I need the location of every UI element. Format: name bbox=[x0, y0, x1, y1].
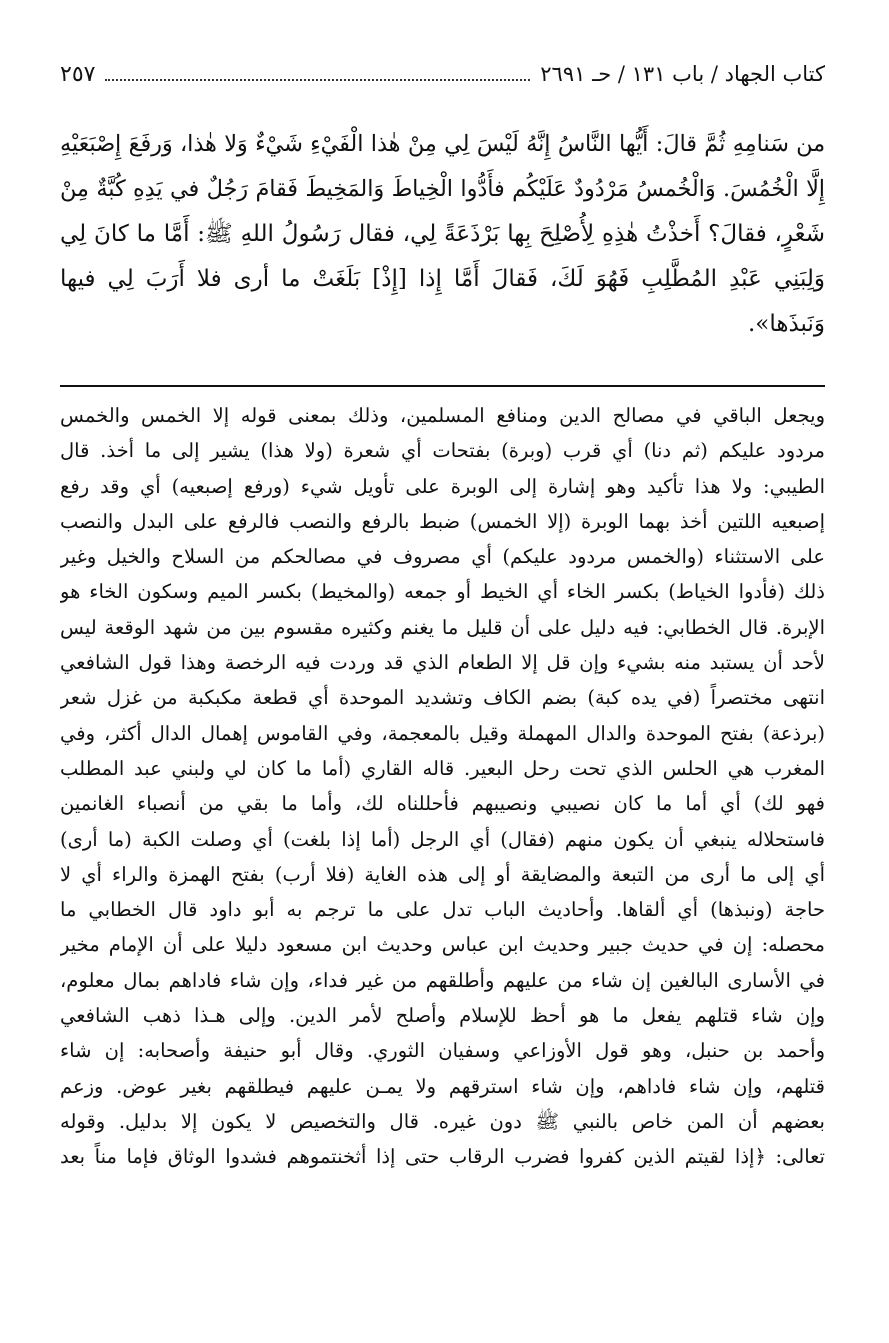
commentary-line: لأحد أن يستبد منه بشيء وإن قل إلا الطعام الذي قد وردت فيه الرخصة وهذا قول الشافعي bbox=[60, 651, 825, 675]
separator-rule bbox=[60, 385, 825, 387]
commentary-line: الإبرة. قال الخطابي: فيه دليل على أن قليل ما يغنم وكثيره مقسوم بين من شهد الوقعة ليس bbox=[60, 615, 825, 639]
commentary-line: فاستحلاله ينبغي أن يكون منهم (فقال) أي الرجل (أما إذا بلغت) أي وصلت الكبة (ما أرى) bbox=[60, 827, 825, 851]
hadith-text bbox=[60, 122, 825, 347]
hadith-line: من سَنامِهِ ثُمَّ قالَ: أَيُّها النَّاسُ إِنَّهُ لَيْسَ لِي مِنْ هٰذا الْفَيْءِ شَيْءٌ وَلا هٰذا، وَرفَعَ إِصْبَعَيْهِ bbox=[60, 131, 825, 157]
commentary-line: محصله: إن في حديث جبير وحديث ابن عباس وحديث ابن مسعود دليلا على أن الإمام مخير bbox=[60, 933, 825, 957]
commentary-line: بعضهم أن المن خاص بالنبي ﷺ دون غيره. قال والتخصيص لا يكون إلا بدليل. وقوله bbox=[60, 1109, 825, 1133]
commentary-line: على الاستثناء (والخمس مردود عليكم) أي مصروف في مصالحكم من السلاح والخيل وغير bbox=[60, 545, 825, 569]
dotted-leader bbox=[105, 65, 530, 81]
commentary-line: ويجعل الباقي في مصالح الدين ومنافع المسلمين، وذلك بمعنى قوله إلا الخمس والخمس bbox=[60, 404, 825, 427]
page-header bbox=[60, 62, 825, 96]
commentary-line: أي إلى ما أرى من التبعة والمضايقة أو إلى هذه الغاية (فلا أرب) بفتح الهمزة والراء أي لا bbox=[60, 862, 825, 886]
commentary-line: فهو لك) أي أما ما كان نصيبي ونصيبهم فأحللناه لك، وأما ما بقي من أنصباء الغانمين bbox=[60, 792, 825, 816]
commentary-line: وأحمد بن حنبل، وهو قول الأوزاعي وسفيان الثوري. وقال أبو حنيفة وأصحابه: إن شاء bbox=[60, 1039, 825, 1063]
commentary-line: الطيبي: ولا هذا تأكيد وهو إشارة إلى الوبرة على تأويل شيء (ورفع إصبعيه) أي وقد رفع bbox=[60, 474, 825, 498]
commentary-line: حاجة (ونبذها) أي ألقاها. وأحاديث الباب تدل على ما ترجم به أبو داود قال الخطابي ما bbox=[60, 898, 825, 922]
hadith-line: إِلَّا الْخُمُسَ. وَالْخُمسُ مَرْدُودٌ عَلَيْكُم فأَدُّوا الْخِياطَ وَالمَخِيطَ فَقامَ رَجُلٌ في يَدِهِ كُبَّةٌ مِنْ bbox=[60, 176, 825, 202]
commentary-line: مردود عليكم (ثم دنا) أي قرب (وبرة) بفتحات أي شعرة (ولا هذا) يشير إلى ما أخذ. قال bbox=[60, 439, 825, 463]
commentary-line: في الأسارى البالغين إن شاء من عليهم وأطلقهم من غير فداء، وإن شاء فاداهم بمال معلوم، bbox=[60, 968, 825, 992]
hadith-line: شَعْرٍ، فقالَ؟ أَخذْتُ هٰذِهِ لِأُصْلِحَ بِها بَرْذَعَةً لِي، فقال رَسُولُ اللهِ ﷺ: أَمَّا ما كانَ لِي bbox=[60, 221, 825, 247]
commentary-line: المغرب هي الحلس الذي تحت رحل البعير. قاله القاري (أما ما كان لي ولبني عبد المطلب bbox=[60, 756, 825, 780]
commentary-line: تعالى: ﴿إذا لقيتم الذين كفروا فضرب الرقاب حتى إذا أثخنتموهم فشدوا الوثاق فإما مناً بعد bbox=[60, 1145, 825, 1169]
hadith-line: وَنَبذَها». bbox=[747, 311, 825, 337]
commentary-text bbox=[60, 398, 825, 1175]
running-title: كتاب الجهاد / باب ١٣١ / حـ ٢٦٩١ bbox=[540, 62, 825, 86]
commentary-line: إصبعيه اللتين أخذ بهما الوبرة (إلا الخمس) ضبط بالرفع والنصب فالرفع على البدل والنصب bbox=[60, 509, 825, 533]
commentary-line: وإن شاء قتلهم يفعل ما هو أحظ للإسلام وأصلح لأمر الدين. وإلى هـذا ذهب الشافعي bbox=[60, 1004, 825, 1028]
commentary-line: ذلك (فأدوا الخياط) بكسر الخاء أي الخيط أو جمعه (والمخيط) بكسر الميم وسكون الخاء هو bbox=[60, 580, 825, 604]
commentary-line: قتلهم، وإن شاء فاداهم، وإن شاء استرقهم ولا يمـن عليهم فيطلقهم بغير عوض. وزعم bbox=[60, 1074, 825, 1098]
commentary-line: (برذعة) بفتح الموحدة والدال المهملة وقيل بالمعجمة، وفي القاموس إهمال الدال أكثر، وفي bbox=[60, 721, 825, 745]
commentary-line: انتهى مختصراً (في يده كبة) بضم الكاف وتشديد الموحدة أي قطعة مكبكبة من غزل شعر bbox=[60, 686, 825, 710]
page-number: ٢٥٧ bbox=[60, 62, 96, 87]
hadith-line: وَلِبَنِي عَبْدِ المُطَّلِبِ فَهُوَ لَكَ، فَقالَ أَمَّا إِذا [إِذْ] بَلَغَتْ ما أرى فلا أَرَبَ لِي فيها bbox=[60, 266, 825, 292]
